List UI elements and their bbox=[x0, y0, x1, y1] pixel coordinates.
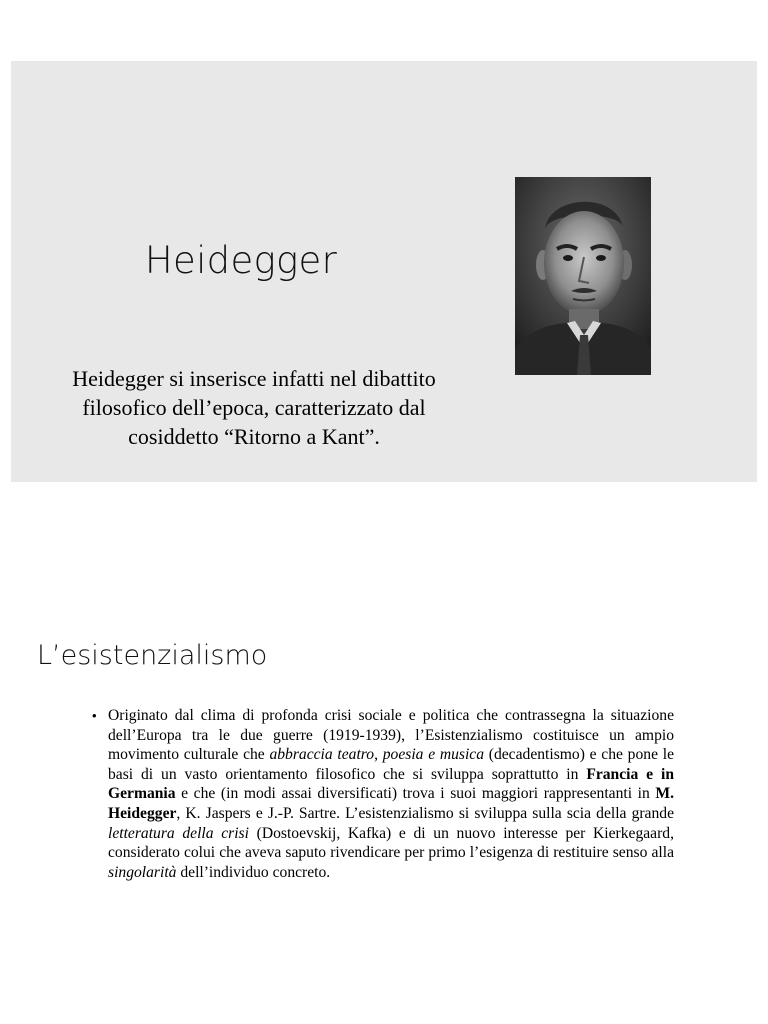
text-segment: (decadentismo) e che pone le basi di un vasto orientamento filosofico che si sviluppa soprattutto in bbox=[108, 746, 674, 783]
list-item bbox=[92, 706, 674, 882]
bullet-list bbox=[92, 706, 674, 882]
portrait-image bbox=[515, 177, 651, 375]
text-segment: e che (in modi assai diversificati) trova i suoi maggiori rappresentanti in bbox=[175, 785, 656, 803]
text-segment: Originato dal clima di profonda crisi sociale e politica che contrassegna la situazione dell’Europa tra le due guerre (1919-1939), l’Esistenzialismo costituisce un ampio movimento culturale che bbox=[108, 707, 674, 764]
text-segment-italic: singolarità bbox=[108, 863, 177, 881]
slide-title: Heidegger bbox=[144, 239, 338, 282]
text-segment-bold: M. Heidegger bbox=[108, 785, 674, 822]
text-segment-italic: abbraccia teatro bbox=[269, 746, 375, 764]
slide-body-text bbox=[36, 364, 472, 451]
bullet-text bbox=[108, 706, 674, 882]
portrait-photo bbox=[515, 177, 651, 375]
body-line: filosofico dell’epoca, caratterizzato dal bbox=[82, 395, 426, 420]
text-segment-italic: letteratura della crisi bbox=[108, 824, 249, 842]
bullet-mark: • bbox=[92, 708, 97, 723]
text-segment-bold: Francia e in Germania bbox=[108, 765, 674, 803]
section-title: L’esistenzialismo bbox=[37, 640, 268, 671]
body-line: Heidegger si inserisce infatti nel dibattito bbox=[72, 366, 436, 391]
text-segment: dell’individuo concreto. bbox=[176, 863, 331, 881]
text-segment: , bbox=[374, 746, 383, 764]
body-line: cosiddetto “Ritorno a Kant”. bbox=[128, 424, 380, 449]
text-segment-italic: poesia e musica bbox=[382, 746, 485, 764]
text-segment: (Dostoevskij, Kafka) e di un nuovo interesse per Kierkegaard, considerato colui che aveva saputo rivendicare per primo l’esigenza di restituire senso alla bbox=[108, 824, 674, 862]
text-segment: , K. Jaspers e J.-P. Sartre. L’esistenzialismo si sviluppa sulla scia della grande bbox=[176, 804, 674, 822]
